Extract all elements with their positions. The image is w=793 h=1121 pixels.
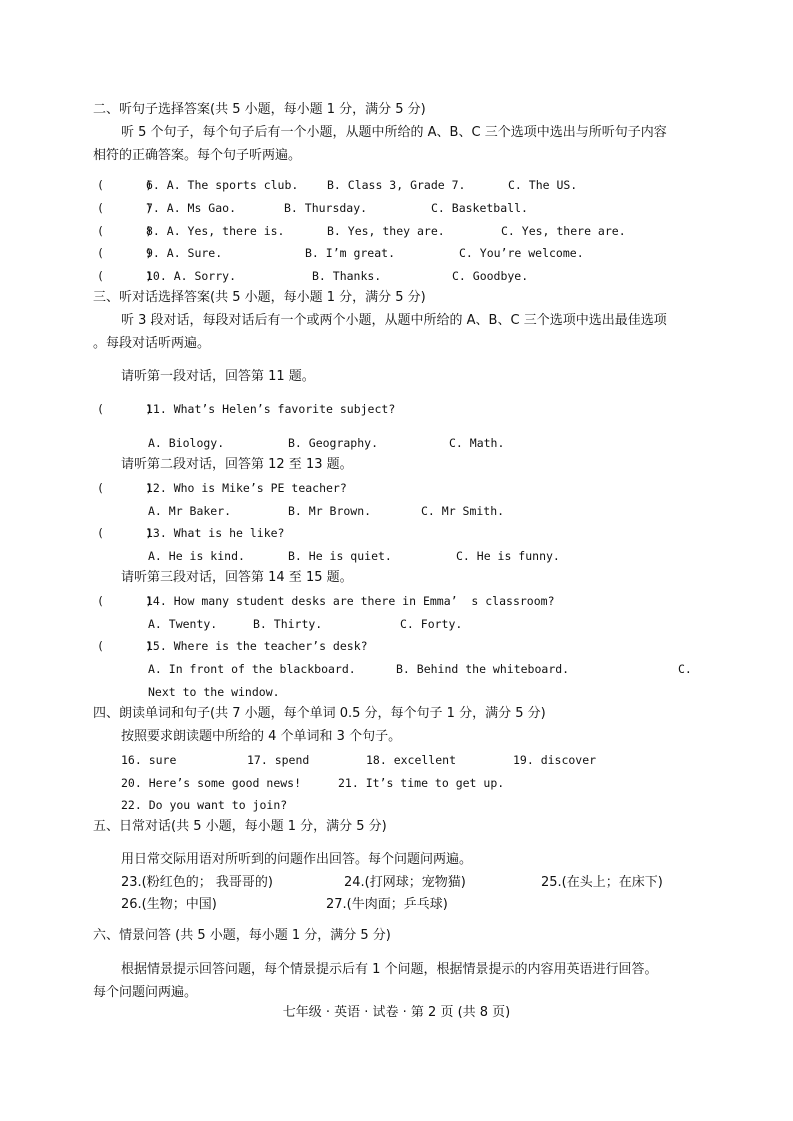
option-c: C. Basketball. <box>431 201 528 215</box>
answer-blank[interactable]: ( ) <box>97 269 153 283</box>
section-5-instruction: 用日常交际用语对所听到的问题作出回答。每个问题问两遍。 <box>121 852 473 867</box>
option-a: A. Mr Baker. <box>148 504 232 518</box>
item-23: 23.(粉红色的； 我哥哥的) <box>121 875 273 890</box>
question-stem: 6. A. The sports club. <box>146 178 299 192</box>
option-c-label: C. <box>678 662 692 676</box>
option-a: A. He is kind. <box>148 549 245 563</box>
item-26: 26.(生物；中国) <box>121 897 217 912</box>
option-b: B. Geography. <box>288 436 379 450</box>
answer-blank[interactable]: ( ) <box>97 246 153 260</box>
section-3-instruction: 听 3 段对话，每段对话后有一个或两个小题，从题中所给的 A、B、C 三个选项中选出最佳选项 <box>121 313 667 328</box>
option-c: C. Forty. <box>400 617 463 631</box>
option-a: A. Biology. <box>148 436 225 450</box>
answer-blank[interactable]: ( ) <box>97 201 153 215</box>
item-27: 27.(牛肉面；乒乓球) <box>326 897 448 912</box>
option-c: C. Mr Smith. <box>421 504 505 518</box>
question-stem: 12. Who is Mike’s PE teacher? <box>146 481 347 495</box>
question-stem: 9. A. Sure. <box>146 246 223 260</box>
question-stem: 10. A. Sorry. <box>146 269 237 283</box>
answer-blank[interactable]: ( ) <box>97 224 153 238</box>
question-stem: 15. Where is the teacher’s desk? <box>146 639 368 653</box>
section-3-instruction-cont: 。每段对话听两遍。 <box>93 336 211 351</box>
item-24: 24.(打网球；宠物猫) <box>344 875 466 890</box>
answer-blank[interactable]: ( ) <box>97 481 153 495</box>
sentence-21: 21. It’s time to get up. <box>338 776 505 790</box>
dialogue-2-heading: 请听第二段对话，回答第 12 至 13 题。 <box>121 457 353 472</box>
question-stem: 8. A. Yes, there is. <box>146 224 285 238</box>
section-2-instruction-cont: 相符的正确答案。每个句子听两遍。 <box>93 148 302 163</box>
section-2-title: 二、听句子选择答案(共 5 小题，每小题 1 分，满分 5 分) <box>93 102 426 117</box>
section-4-instruction: 按照要求朗读题中所给的 4 个单词和 3 个句子。 <box>121 729 402 744</box>
dialogue-1-heading: 请听第一段对话，回答第 11 题。 <box>121 369 315 384</box>
option-c: C. You’re welcome. <box>459 246 584 260</box>
option-c-text: Next to the window. <box>148 685 280 699</box>
answer-blank[interactable]: ( ) <box>97 178 153 192</box>
option-b: B. Yes, they are. <box>327 224 445 238</box>
answer-blank[interactable]: ( ) <box>97 639 153 653</box>
section-6-instruction: 根据情景提示回答问题，每个情景提示后有 1 个问题，根据情景提示的内容用英语进行回答。 <box>121 962 658 977</box>
answer-blank[interactable]: ( ) <box>97 594 153 608</box>
option-a: A. Twenty. <box>148 617 218 631</box>
option-c: C. Goodbye. <box>452 269 529 283</box>
word-17: 17. spend <box>247 753 310 767</box>
sentence-22: 22. Do you want to join? <box>121 798 288 812</box>
question-stem: 13. What is he like? <box>146 526 285 540</box>
option-b: B. He is quiet. <box>288 549 392 563</box>
option-c: C. The US. <box>508 178 578 192</box>
section-6-title: 六、情景问答 (共 5 小题，每小题 1 分，满分 5 分) <box>93 928 391 943</box>
section-2-instruction: 听 5 个句子，每个句子后有一个小题，从题中所给的 A、B、C 三个选项中选出与所听句子内容 <box>121 125 667 140</box>
option-b: B. Thursday. <box>284 201 368 215</box>
dialogue-3-heading: 请听第三段对话，回答第 14 至 15 题。 <box>121 570 353 585</box>
question-stem: 11. What’s Helen’s favorite subject? <box>146 402 396 416</box>
option-b: B. Class 3, Grade 7. <box>327 178 466 192</box>
section-3-title: 三、听对话选择答案(共 5 小题，每小题 1 分，满分 5 分) <box>93 290 426 305</box>
sentence-20: 20. Here’s some good news! <box>121 776 302 790</box>
option-a: A. In front of the blackboard. <box>148 662 356 676</box>
option-c: C. Yes, there are. <box>501 224 626 238</box>
section-4-title: 四、朗读单词和句子(共 7 小题，每个单词 0.5 分，每个句子 1 分，满分 5 分) <box>93 706 546 721</box>
option-c: C. He is funny. <box>456 549 560 563</box>
word-19: 19. discover <box>513 753 597 767</box>
answer-blank[interactable]: ( ) <box>97 526 153 540</box>
item-25: 25.(在头上；在床下) <box>541 875 663 890</box>
question-stem: 7. A. Ms Gao. <box>146 201 237 215</box>
section-5-title: 五、日常对话(共 5 小题，每小题 1 分，满分 5 分) <box>93 819 387 834</box>
option-b: B. Thirty. <box>253 617 323 631</box>
option-b: B. Behind the whiteboard. <box>396 662 570 676</box>
section-6-instruction-cont: 每个问题问两遍。 <box>93 985 198 1000</box>
word-18: 18. excellent <box>366 753 457 767</box>
page-footer: 七年级 · 英语 · 试卷 · 第 2 页 (共 8 页) <box>282 1005 511 1020</box>
option-b: B. Mr Brown. <box>288 504 372 518</box>
option-b: B. Thanks. <box>312 269 382 283</box>
answer-blank[interactable]: ( ) <box>97 402 153 416</box>
word-16: 16. sure <box>121 753 177 767</box>
option-b: B. I’m great. <box>305 246 396 260</box>
option-c: C. Math. <box>449 436 505 450</box>
question-stem: 14. How many student desks are there in Emma’ s classroom? <box>146 594 555 608</box>
